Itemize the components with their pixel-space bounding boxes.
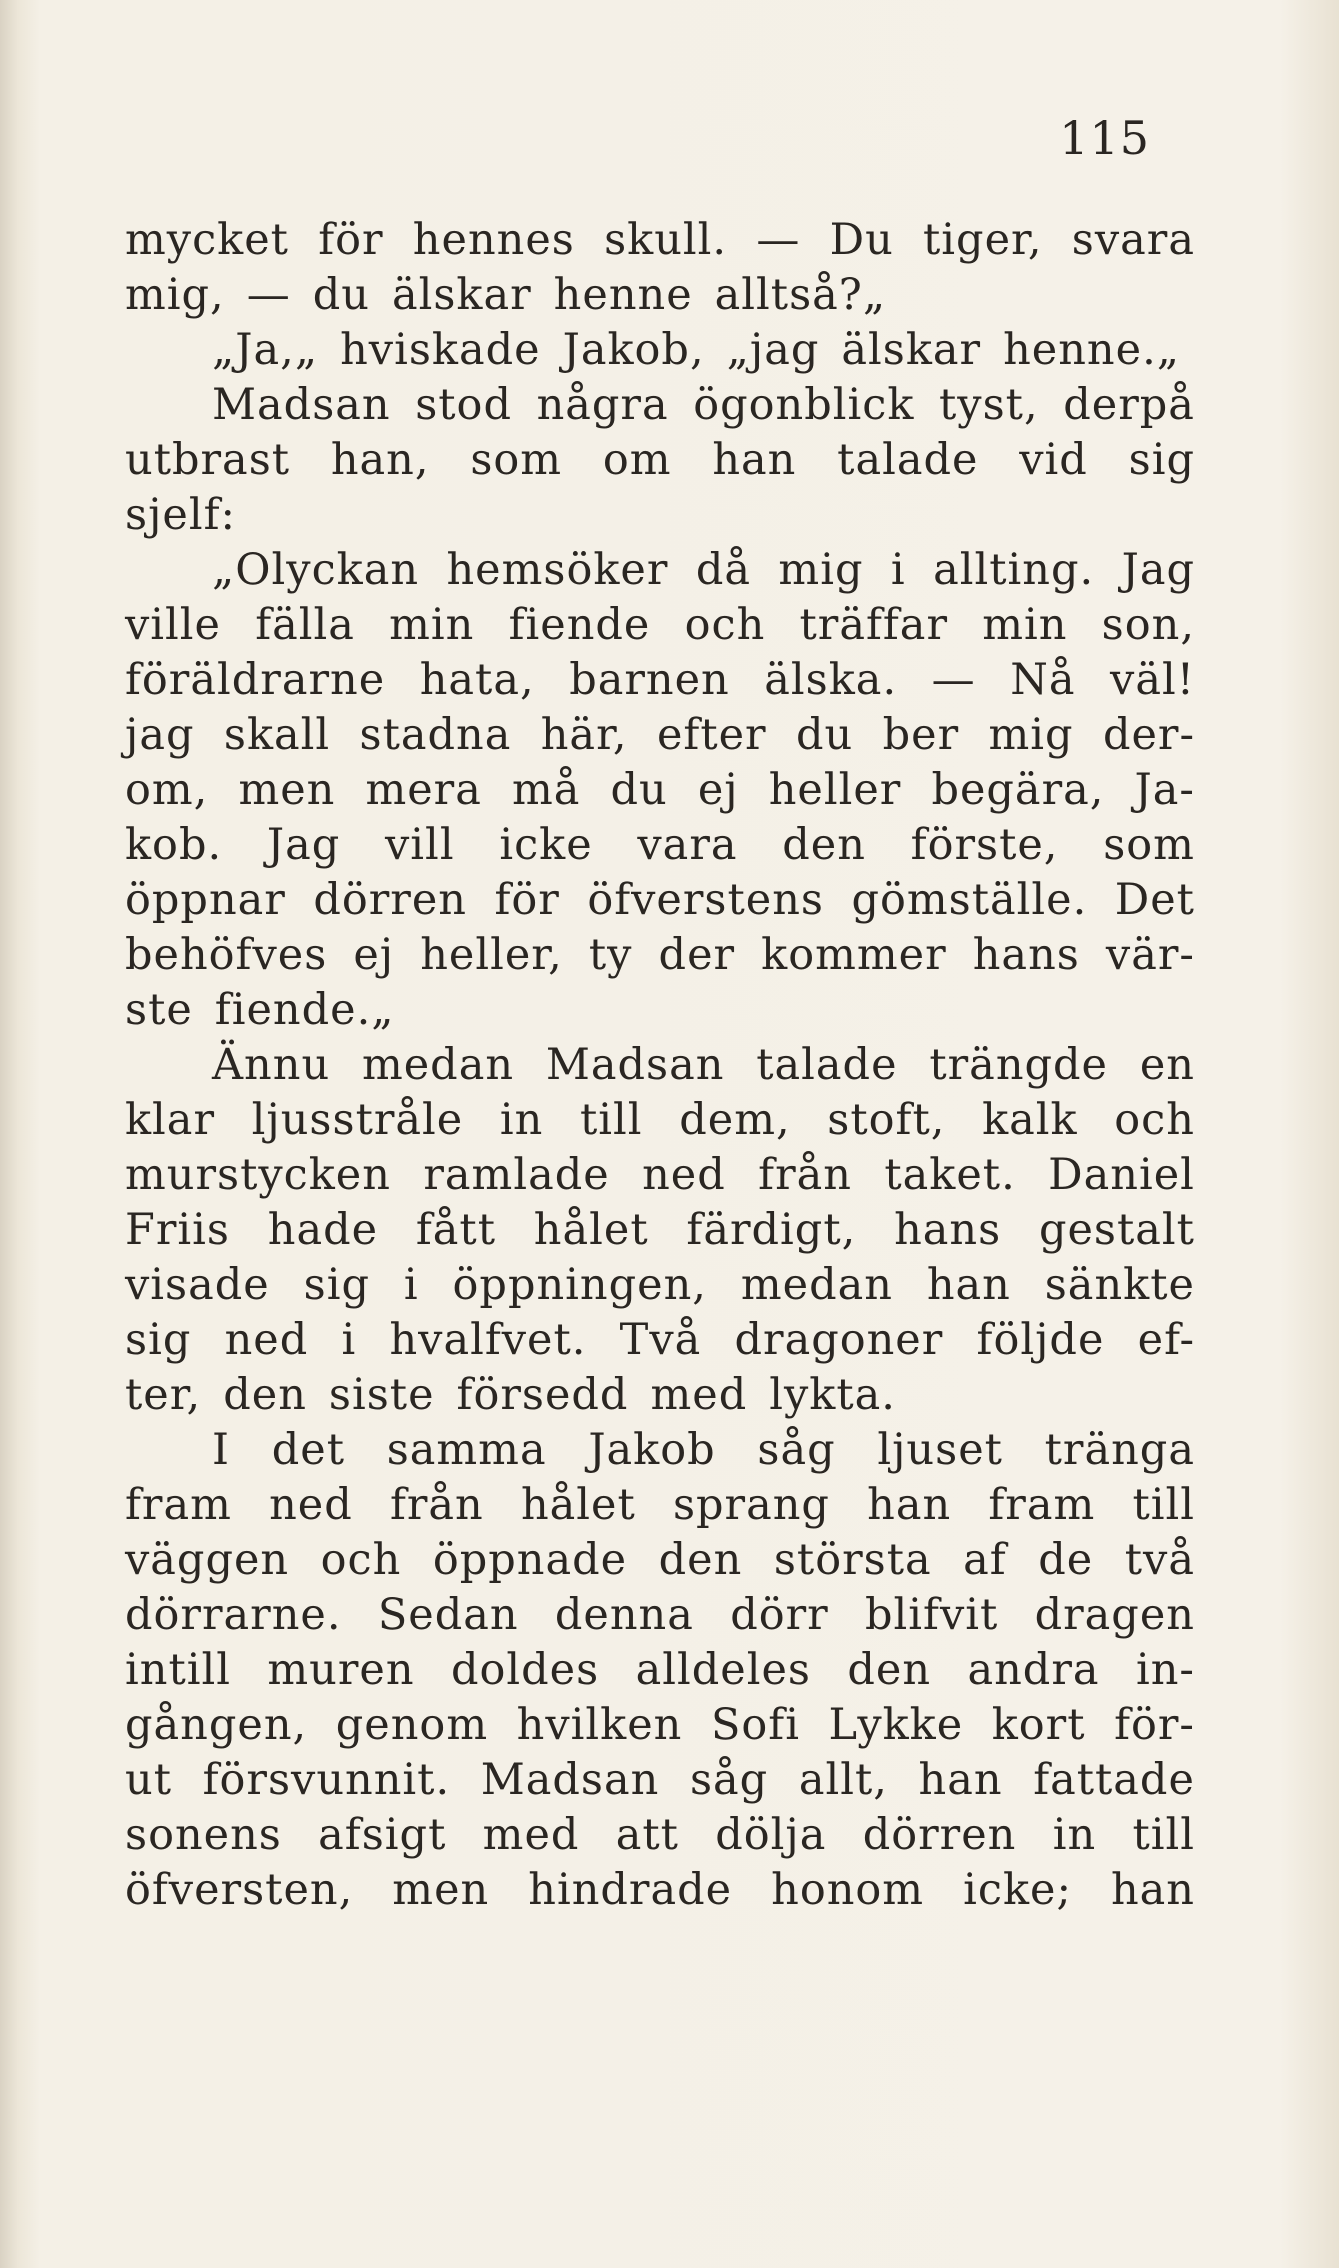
word: om	[602, 435, 672, 485]
text-line	[125, 1478, 1195, 1533]
word: fattade	[1033, 1755, 1195, 1805]
word: af	[963, 1535, 1007, 1585]
word: ljusstråle	[251, 1095, 464, 1145]
word: derpå	[1063, 380, 1195, 430]
text-line	[125, 543, 1195, 598]
text-line	[125, 378, 1195, 433]
word: Lykke	[828, 1700, 964, 1750]
word: ty	[588, 930, 633, 980]
word: mig,	[125, 270, 225, 320]
text-line	[125, 1093, 1195, 1148]
word: Sedan	[377, 1590, 519, 1640]
word: gestalt	[1038, 1205, 1195, 1255]
word: fått	[415, 1205, 496, 1255]
word: öppnade	[432, 1535, 628, 1585]
text-line	[125, 1038, 1195, 1093]
word: du	[610, 765, 668, 815]
text-line	[125, 1808, 1195, 1863]
word: öppnar	[125, 875, 286, 925]
word: dragen	[1034, 1590, 1195, 1640]
word: henne.„	[1003, 325, 1181, 375]
word: Sofi	[710, 1700, 800, 1750]
word: det	[271, 1425, 345, 1475]
text-line	[125, 1423, 1195, 1478]
word: genom	[335, 1700, 489, 1750]
word: sänkte	[1044, 1260, 1195, 1310]
word: Två	[619, 1315, 702, 1365]
word: ter,	[125, 1370, 202, 1420]
word: den	[223, 1370, 307, 1420]
word: älska.	[764, 655, 898, 705]
word: hans	[894, 1205, 1002, 1255]
word: heller,	[420, 930, 563, 980]
word: hindrade	[528, 1865, 733, 1915]
word: må	[511, 765, 581, 815]
word: mycket	[125, 215, 289, 265]
word: in-	[1135, 1645, 1195, 1695]
word: stadna	[359, 710, 512, 760]
word: in	[1052, 1810, 1097, 1860]
word: mig	[988, 710, 1074, 760]
word: dörr	[730, 1590, 829, 1640]
word: sprang	[672, 1480, 830, 1530]
word: öppningen,	[452, 1260, 707, 1310]
word: sig	[1128, 435, 1195, 485]
word: heller	[768, 765, 902, 815]
text-line	[125, 268, 1195, 323]
word: om,	[125, 765, 209, 815]
word: sig	[303, 1260, 370, 1310]
word: kommer	[761, 930, 947, 980]
word: tränga	[1044, 1425, 1195, 1475]
word: doldes	[450, 1645, 600, 1695]
word: hennes	[412, 215, 575, 265]
word: två	[1124, 1535, 1195, 1585]
word: hviskade	[340, 325, 541, 375]
word: ville	[125, 600, 221, 650]
word: Daniel	[1048, 1150, 1195, 1200]
word: han	[926, 1260, 1011, 1310]
word: gången,	[125, 1700, 308, 1750]
word: då	[695, 545, 751, 595]
word: behöfves	[125, 930, 328, 980]
word: muren	[267, 1645, 415, 1695]
word: öfversten,	[125, 1865, 354, 1915]
word: son,	[1101, 600, 1195, 650]
text-line	[125, 818, 1195, 873]
word: för	[318, 215, 384, 265]
text-line	[125, 653, 1195, 708]
word: Jakob,	[562, 325, 705, 375]
text-line	[125, 598, 1195, 653]
word: från	[389, 1480, 484, 1530]
word: sig	[125, 1315, 192, 1365]
word: de	[1038, 1535, 1094, 1585]
word: —	[931, 655, 976, 705]
word: med	[482, 1810, 580, 1860]
word: hvilken	[516, 1700, 683, 1750]
word: dragoner	[734, 1315, 944, 1365]
text-line	[125, 433, 1195, 488]
word: honom	[771, 1865, 925, 1915]
word: färdigt,	[686, 1205, 857, 1255]
word: fram	[988, 1480, 1096, 1530]
word: ej	[353, 930, 395, 980]
word: mera	[365, 765, 482, 815]
word: i	[341, 1315, 357, 1365]
word: den	[782, 820, 866, 870]
word: hålet	[533, 1205, 649, 1255]
word: här,	[540, 710, 628, 760]
word: dörrarne.	[125, 1590, 342, 1640]
word: största	[773, 1535, 932, 1585]
word: allt,	[798, 1755, 888, 1805]
word: för	[494, 875, 560, 925]
word: vid	[1019, 435, 1088, 485]
word: ste	[125, 985, 193, 1035]
word: från	[758, 1150, 852, 1200]
word: lykta.	[769, 1370, 896, 1420]
word: Jakob	[588, 1425, 716, 1475]
word: några	[536, 380, 669, 430]
word: allting.	[933, 545, 1095, 595]
word: fiende	[508, 600, 651, 650]
word: till	[1132, 1480, 1195, 1530]
word: sjelf:	[125, 490, 237, 540]
word: ned	[224, 1315, 309, 1365]
word: skall	[223, 710, 331, 760]
word: förste,	[910, 820, 1059, 870]
word: som	[1103, 820, 1195, 870]
text-line	[125, 1258, 1195, 1313]
word: min	[982, 600, 1068, 650]
word: blifvit	[865, 1590, 999, 1640]
word: denna	[554, 1590, 694, 1640]
word: vill	[385, 820, 455, 870]
word: jag	[125, 710, 195, 760]
word: I	[212, 1425, 230, 1475]
word: stod	[415, 380, 512, 430]
word: Madsan	[480, 1755, 660, 1805]
word: hemsöker	[446, 545, 669, 595]
word: afsigt	[318, 1810, 447, 1860]
text-line	[125, 873, 1195, 928]
word: ned	[642, 1150, 726, 1200]
text-line	[125, 1203, 1195, 1258]
text-line	[125, 1533, 1195, 1588]
text-line	[125, 323, 1195, 378]
word: Det	[1114, 875, 1195, 925]
word: tyst,	[939, 380, 1039, 430]
word: ber	[882, 710, 960, 760]
word: min	[389, 600, 475, 650]
word: Jag	[1121, 545, 1195, 595]
word: Du	[829, 215, 894, 265]
word: talade	[837, 435, 979, 485]
word: icke	[499, 820, 593, 870]
word: och	[1114, 1095, 1195, 1145]
word: begära,	[931, 765, 1105, 815]
word: såg	[689, 1755, 769, 1805]
text-line	[125, 763, 1195, 818]
word: alltså?„	[714, 270, 887, 320]
word: barnen	[569, 655, 730, 705]
word: —	[246, 270, 291, 320]
text-line	[125, 488, 1195, 543]
word: icke;	[963, 1865, 1072, 1915]
word: älskar	[391, 270, 532, 320]
word: talade	[756, 1040, 898, 1090]
word: murstycken	[125, 1150, 391, 1200]
word: såg	[757, 1425, 836, 1475]
word: ef-	[1137, 1315, 1195, 1365]
word: fiende.„	[214, 985, 395, 1035]
word: en	[1139, 1040, 1195, 1090]
word: hade	[267, 1205, 379, 1255]
word: gömställe.	[851, 875, 1088, 925]
word: medan	[361, 1040, 515, 1090]
word: mig	[778, 545, 864, 595]
word: för-	[1114, 1700, 1195, 1750]
word: föräldrarne	[125, 655, 386, 705]
word: du	[795, 710, 854, 760]
text-line	[125, 1368, 1195, 1423]
word: medan	[740, 1260, 893, 1310]
word: utbrast	[125, 435, 291, 485]
word: andra	[967, 1645, 1100, 1695]
word: dörren	[862, 1810, 1017, 1860]
word: in	[499, 1095, 544, 1145]
word: —	[756, 215, 801, 265]
word: „Ja,„	[212, 325, 319, 375]
word: dem,	[679, 1095, 791, 1145]
word: försvunnit.	[202, 1755, 451, 1805]
word: fram	[125, 1480, 232, 1530]
word: dölja	[715, 1810, 827, 1860]
word: den	[658, 1535, 743, 1585]
word: till	[1132, 1810, 1195, 1860]
word: svara	[1071, 215, 1195, 265]
word: ut	[125, 1755, 172, 1805]
word: med	[650, 1370, 748, 1420]
word: visade	[125, 1260, 270, 1310]
word: och	[684, 600, 766, 650]
word: hålet	[520, 1480, 636, 1530]
word: Ännu	[212, 1040, 331, 1090]
word: han	[867, 1480, 952, 1530]
text-line	[125, 1753, 1195, 1808]
word: siste	[328, 1370, 435, 1420]
word: „jag	[726, 325, 820, 375]
word: och	[320, 1535, 402, 1585]
word: kalk	[982, 1095, 1078, 1145]
word: trängde	[929, 1040, 1109, 1090]
text-line	[125, 1863, 1195, 1918]
word: Nå	[1010, 655, 1076, 705]
text-line	[125, 1698, 1195, 1753]
word: „Olyckan	[212, 545, 420, 595]
word: älskar	[841, 325, 982, 375]
word: försedd	[456, 1370, 629, 1420]
page-number: 115	[1059, 111, 1150, 165]
word: väggen	[125, 1535, 290, 1585]
word: men	[238, 765, 336, 815]
word: ned	[269, 1480, 353, 1530]
word: Friis	[125, 1205, 230, 1255]
word: der	[658, 930, 736, 980]
word: der-	[1102, 710, 1195, 760]
word: ramlade	[423, 1150, 610, 1200]
word: hvalfvet.	[389, 1315, 587, 1365]
word: ljuset	[877, 1425, 1003, 1475]
word: taket.	[884, 1150, 1016, 1200]
word: att	[615, 1810, 679, 1860]
word: hata,	[419, 655, 535, 705]
word: han	[712, 435, 797, 485]
word: till	[580, 1095, 643, 1145]
word: efter	[656, 710, 767, 760]
word: följde	[976, 1315, 1105, 1365]
word: ögonblick	[693, 380, 915, 430]
word: sonens	[125, 1810, 282, 1860]
word: Jag	[266, 820, 341, 870]
word: i	[890, 545, 906, 595]
word: kort	[991, 1700, 1086, 1750]
text-line	[125, 928, 1195, 983]
word: han	[918, 1755, 1003, 1805]
word: du	[312, 270, 370, 320]
text-line	[125, 213, 1195, 268]
word: vär-	[1105, 930, 1195, 980]
word: som	[470, 435, 563, 485]
word: vara	[637, 820, 738, 870]
word: fälla	[255, 600, 355, 650]
text-line	[125, 1148, 1195, 1203]
word: träffar	[799, 600, 948, 650]
word: samma	[386, 1425, 547, 1475]
body-text	[125, 213, 1195, 1918]
text-line	[125, 1588, 1195, 1643]
word: skull.	[604, 215, 728, 265]
word: öfverstens	[587, 875, 824, 925]
word: Ja-	[1134, 765, 1195, 815]
word: klar	[125, 1095, 215, 1145]
word: alldeles	[635, 1645, 811, 1695]
word: Madsan	[212, 380, 391, 430]
word: kob.	[125, 820, 223, 870]
word: han,	[330, 435, 430, 485]
word: dörren	[313, 875, 467, 925]
text-line	[125, 983, 1195, 1038]
word: henne	[553, 270, 693, 320]
word: tiger,	[923, 215, 1043, 265]
word: stoft,	[827, 1095, 946, 1145]
text-line	[125, 1313, 1195, 1368]
word: men	[392, 1865, 490, 1915]
text-line	[125, 708, 1195, 763]
word: väl!	[1110, 655, 1195, 705]
text-line	[125, 1643, 1195, 1698]
word: i	[403, 1260, 419, 1310]
word: han	[1110, 1865, 1195, 1915]
word: intill	[125, 1645, 231, 1695]
word: ej	[697, 765, 739, 815]
word: Madsan	[545, 1040, 725, 1090]
word: hans	[972, 930, 1080, 980]
word: den	[847, 1645, 932, 1695]
